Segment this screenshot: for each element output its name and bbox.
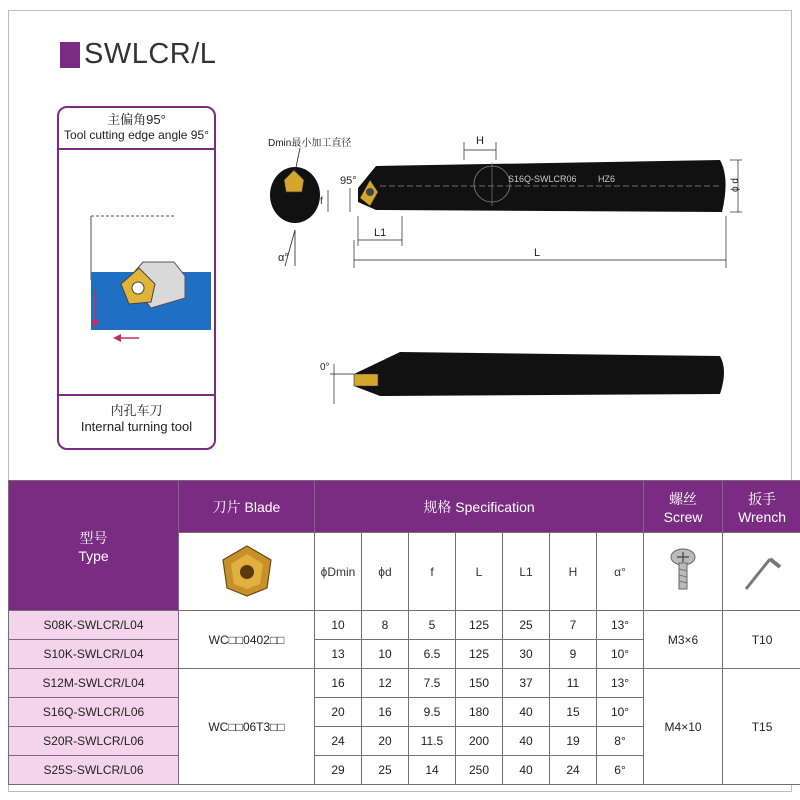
cell-l: 150	[456, 669, 503, 698]
cell-f: 9.5	[409, 698, 456, 727]
spec-header: 规格 Specification	[315, 481, 644, 533]
cell-d: 8	[362, 611, 409, 640]
panel-title-en: Tool cutting edge angle 95°	[64, 128, 209, 142]
blade-image-cell	[179, 533, 315, 611]
screw-icon	[663, 545, 703, 595]
shank-mark: HZ6	[598, 174, 616, 184]
bore-view	[270, 148, 320, 266]
cell-f: 14	[409, 756, 456, 785]
cell-h: 24	[550, 756, 597, 785]
cell-h: 7	[550, 611, 597, 640]
cell-d: 12	[362, 669, 409, 698]
blade-cell-a: WC□□0402□□	[179, 611, 315, 669]
screw-image-cell	[644, 533, 723, 611]
wrench-header-en: Wrench	[738, 508, 787, 525]
cell-dmin: 10	[315, 611, 362, 640]
col-header-alpha: α°	[597, 533, 644, 611]
cell-l: 250	[456, 756, 503, 785]
panel-divider-bottom	[59, 394, 214, 396]
cell-d: 10	[362, 640, 409, 669]
screw-header	[644, 481, 723, 533]
alpha-label: α°	[278, 252, 289, 264]
type-cell: S25S-SWLCR/L06	[9, 756, 179, 785]
cell-l: 125	[456, 611, 503, 640]
panel-title-cn: 主偏角95°	[107, 112, 166, 127]
tool-bar-top	[358, 160, 726, 212]
type-header-en: Type	[78, 547, 109, 564]
cell-l1: 37	[503, 669, 550, 698]
spec-table	[8, 480, 800, 785]
cell-f: 5	[409, 611, 456, 640]
cell-alpha: 13°	[597, 669, 644, 698]
col-header-d: ϕd	[362, 533, 409, 611]
tool-bar-bottom	[354, 352, 724, 396]
wrench-cell-b: T15	[723, 669, 800, 785]
cell-alpha: 10°	[597, 640, 644, 669]
cell-d: 25	[362, 756, 409, 785]
phi-d-label: ϕ d	[730, 178, 741, 192]
cell-h: 9	[550, 640, 597, 669]
screw-header-en: Screw	[663, 508, 703, 525]
cell-dmin: 24	[315, 727, 362, 756]
f-label: f	[320, 196, 323, 207]
col-header-dmin: ϕDmin	[315, 533, 362, 611]
screw-cell-b: M4×10	[644, 669, 723, 785]
boring-diagram	[59, 150, 214, 395]
type-cell: S08K-SWLCR/L04	[9, 611, 179, 640]
cell-d: 20	[362, 727, 409, 756]
col-header-f: f	[409, 533, 456, 611]
title-marker	[60, 42, 80, 68]
cell-l1: 30	[503, 640, 550, 669]
l1-label: L1	[374, 227, 387, 239]
screw-header-cn: 螺丝	[669, 490, 698, 507]
cell-alpha: 8°	[597, 727, 644, 756]
cell-l: 200	[456, 727, 503, 756]
l-label: L	[534, 247, 541, 259]
cell-dmin: 13	[315, 640, 362, 669]
type-header-cn: 型号	[79, 529, 108, 546]
cell-l1: 40	[503, 727, 550, 756]
page-title: SWLCR/L	[84, 38, 217, 70]
type-cell: S12M-SWLCR/L04	[9, 669, 179, 698]
wrench-cell-a: T10	[723, 611, 800, 669]
cell-f: 7.5	[409, 669, 456, 698]
blade-header: 刀片 Blade	[179, 481, 315, 533]
h-label: H	[476, 135, 484, 147]
cell-l1: 25	[503, 611, 550, 640]
cell-alpha: 13°	[597, 611, 644, 640]
cell-alpha: 10°	[597, 698, 644, 727]
cell-dmin: 16	[315, 669, 362, 698]
blade-cell-b: WC□□06T3□□	[179, 669, 315, 785]
cell-f: 6.5	[409, 640, 456, 669]
cell-h: 15	[550, 698, 597, 727]
cell-dmin: 20	[315, 698, 362, 727]
cell-dmin: 29	[315, 756, 362, 785]
tool-drawing	[250, 120, 750, 420]
col-header-h: H	[550, 533, 597, 611]
cell-l: 125	[456, 640, 503, 669]
dmin-label: Dmin最小加工直径	[268, 138, 352, 149]
cell-h: 11	[550, 669, 597, 698]
illustration-panel	[57, 106, 216, 450]
shank-engraving: S16Q-SWLCR06	[508, 174, 577, 184]
spec-table-wrap	[8, 480, 791, 785]
insert-icon	[217, 542, 277, 598]
type-cell: S16Q-SWLCR/L06	[9, 698, 179, 727]
wrench-icon	[740, 545, 784, 595]
panel-caption-en: Internal turning tool	[80, 419, 193, 434]
type-cell: S20R-SWLCR/L06	[9, 727, 179, 756]
cell-l1: 40	[503, 756, 550, 785]
zero-angle-label: 0°	[320, 362, 330, 373]
wrench-image-cell	[723, 533, 800, 611]
type-cell: S10K-SWLCR/L04	[9, 640, 179, 669]
wrench-header	[723, 481, 800, 533]
cell-alpha: 6°	[597, 756, 644, 785]
cell-l: 180	[456, 698, 503, 727]
cell-l1: 40	[503, 698, 550, 727]
col-header-l1: L1	[503, 533, 550, 611]
panel-caption-cn: 内孔车刀	[110, 403, 163, 418]
cell-f: 11.5	[409, 727, 456, 756]
wrench-header-cn: 扳手	[748, 490, 777, 507]
col-header-l: L	[456, 533, 503, 611]
cell-h: 19	[550, 727, 597, 756]
angle-95-label: 95°	[340, 175, 357, 187]
type-header	[9, 481, 179, 611]
cell-d: 16	[362, 698, 409, 727]
screw-cell-a: M3×6	[644, 611, 723, 669]
